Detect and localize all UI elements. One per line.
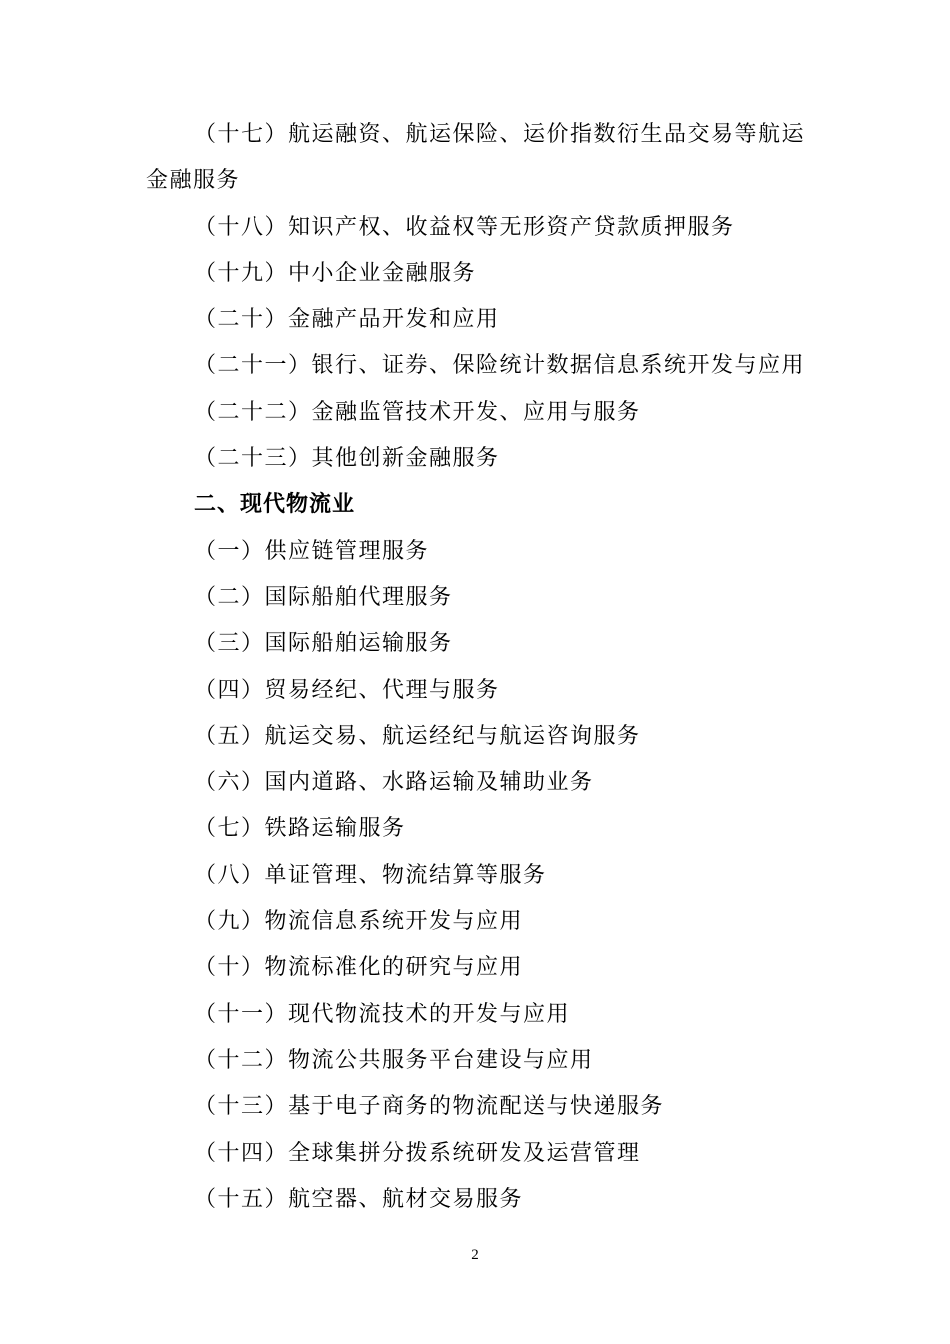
list-item-18: （十八）知识产权、收益权等无形资产贷款质押服务 xyxy=(194,214,735,240)
section-heading: 二、现代物流业 xyxy=(194,492,356,518)
page-number: 2 xyxy=(471,1247,479,1263)
list-item-20: （二十）金融产品开发和应用 xyxy=(194,307,500,333)
list-item: （四）贸易经纪、代理与服务 xyxy=(194,677,500,703)
list-item: （十）物流标准化的研究与应用 xyxy=(194,955,524,981)
list-item: （一）供应链管理服务 xyxy=(194,538,430,564)
list-item: （五）航运交易、航运经纪与航运咨询服务 xyxy=(194,723,641,749)
page-content xyxy=(146,112,814,1223)
list-item-23: （二十三）其他创新金融服务 xyxy=(194,446,500,472)
list-item: （三）国际船舶运输服务 xyxy=(194,631,453,657)
list-item-22: （二十二）金融监管技术开发、应用与服务 xyxy=(194,399,641,425)
list-item: （九）物流信息系统开发与应用 xyxy=(194,909,524,935)
list-item-17: （十七）航运融资、航运保险、运价指数衍生品交易等航运金融服务 xyxy=(146,122,806,194)
list-item-21: （二十一）银行、证券、保险统计数据信息系统开发与应用 xyxy=(194,353,806,379)
list-item: （十四）全球集拼分拨系统研发及运营管理 xyxy=(194,1140,641,1166)
list-item: （十五）航空器、航材交易服务 xyxy=(194,1186,524,1212)
list-item: （八）单证管理、物流结算等服务 xyxy=(194,862,547,888)
list-item: （二）国际船舶代理服务 xyxy=(194,584,453,610)
list-item: （十二）物流公共服务平台建设与应用 xyxy=(194,1047,594,1073)
list-item: （十一）现代物流技术的开发与应用 xyxy=(194,1001,571,1027)
list-item: （七）铁路运输服务 xyxy=(194,816,406,842)
list-item-19: （十九）中小企业金融服务 xyxy=(194,260,477,286)
list-item: （六）国内道路、水路运输及辅助业务 xyxy=(194,770,594,796)
list-item: （十三）基于电子商务的物流配送与快递服务 xyxy=(194,1094,665,1120)
